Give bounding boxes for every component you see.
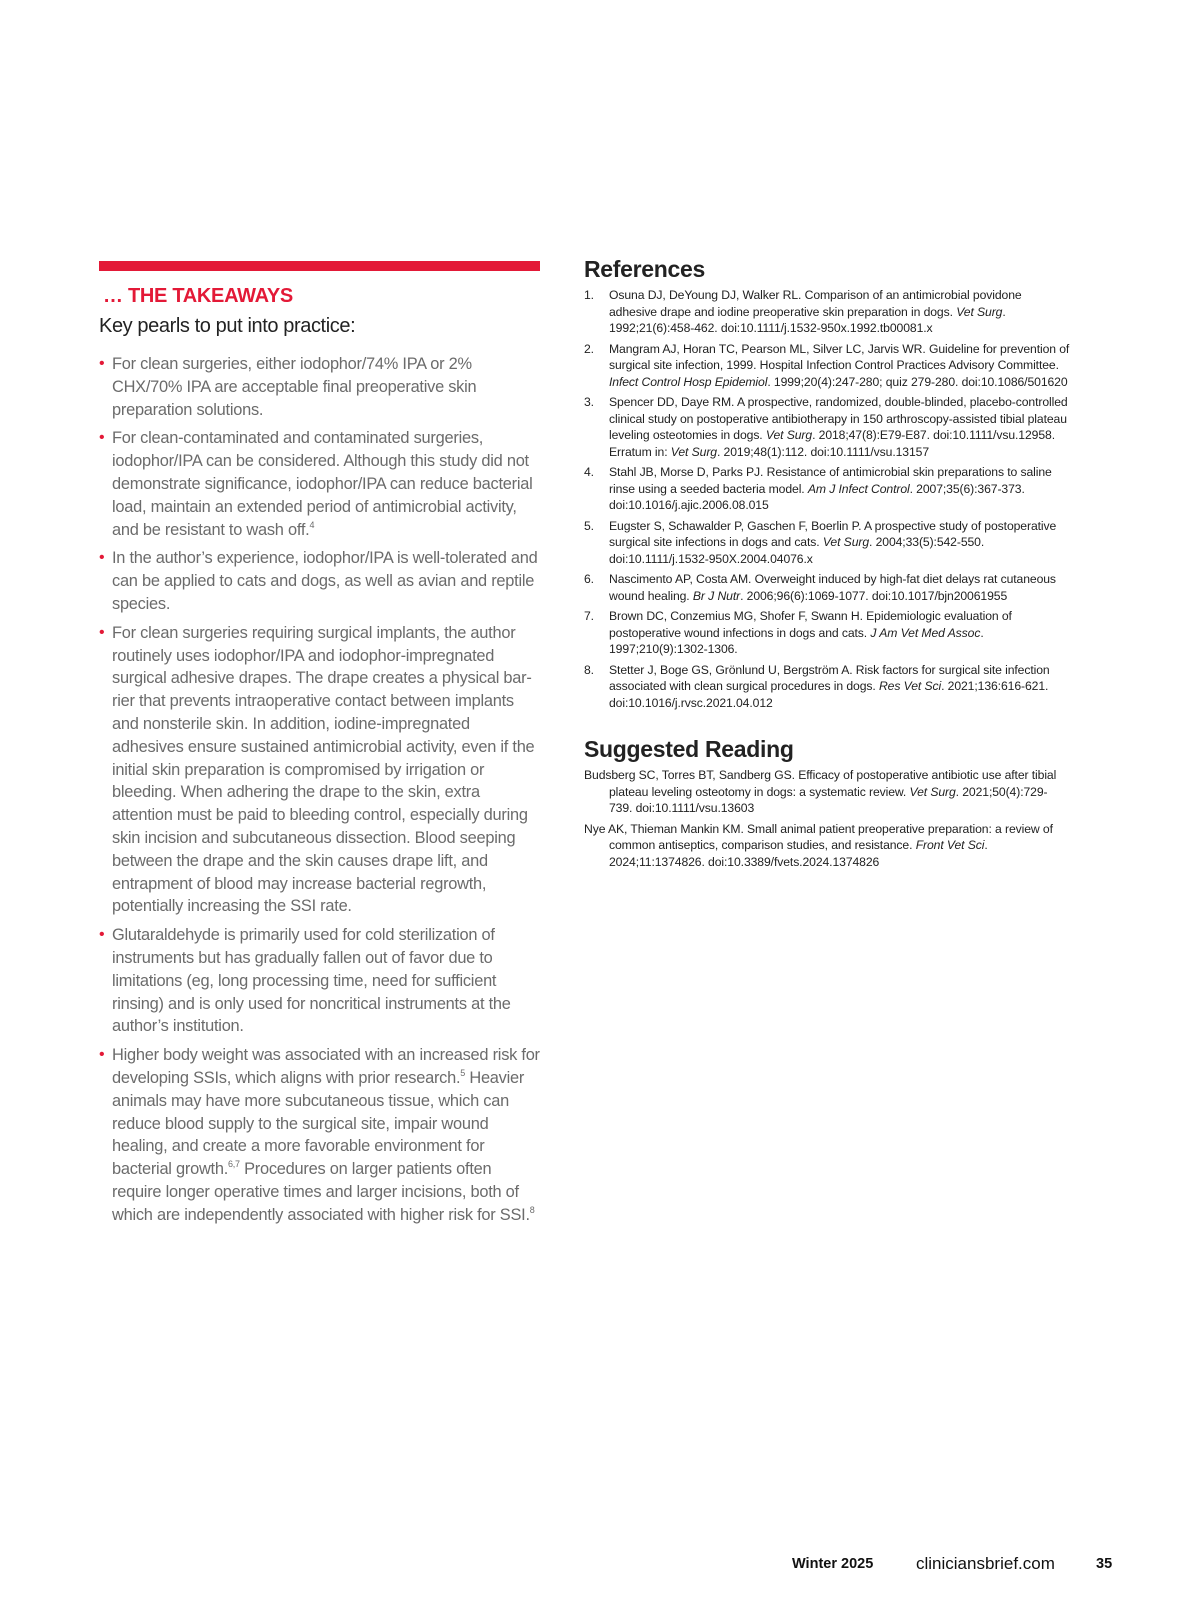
- pearl-text: For clean-contaminated and contaminated surgeries, iodophor/IPA can be considered. Although this study did not demonstrate significance, iodophor/IPA can reduce bacterial load, maintain an extended period of antimicrobial activity, and be resistant to wash off.: [112, 429, 533, 539]
- journal-name: Vet Surg: [956, 304, 1003, 319]
- page-number: 35: [1096, 1556, 1113, 1572]
- suggested-reading-section: [584, 733, 1070, 870]
- site-link[interactable]: cliniciansbrief.com: [916, 1554, 1055, 1573]
- reading-citation: . 2024;11:1374826. doi:10.3389/fvets.2024.1374826: [609, 838, 988, 869]
- reading-citation: . 2021;50(4):729-739. doi:10.1111/vsu.13603: [609, 784, 1048, 815]
- reference-text: Osuna DJ, DeYoung DJ, Walker RL. Comparison of an antimicrobial povidone adhesive drape and iodine preoperative skin preparation in dogs.: [609, 288, 1022, 319]
- reference-citation: . 1999;20(4):247-280; quiz 279-280. doi:10.1086/501620: [767, 374, 1068, 389]
- citation-superscript: 5: [460, 1067, 466, 1078]
- pearl-item: [99, 622, 540, 918]
- journal-name: Front Vet Sci: [915, 838, 985, 852]
- reference-text: Eugster S, Schawalder P, Gaschen F, Boerlin P. A prospective study of postoperative surgical site infections in dogs and cats.: [609, 518, 1057, 549]
- pearl-text: Higher body weight was associated with an increased risk for developing SSIs, which aligns with prior research.: [112, 1046, 540, 1087]
- pearl-text: Procedures on larger patients often require longer operative times and larger incisions, both of which are independently associated with higher risk for SSI.: [112, 1160, 530, 1224]
- reference-text: Stahl JB, Morse D, Parks PJ. Resistance of antimicrobial skin preparations to saline rinse using a seeded bacteria model.: [609, 465, 1052, 496]
- pearl-item: [99, 353, 540, 421]
- reference-item: [584, 662, 1070, 712]
- references-list: [584, 287, 1070, 711]
- citation-superscript: 6,7: [228, 1159, 240, 1170]
- reading-item: [584, 821, 1070, 871]
- reference-citation: . 2021;136:616-621. doi:10.1016/j.rvsc.2021.04.012: [609, 679, 1049, 710]
- reference-number: 2.: [584, 341, 594, 356]
- reference-item: [584, 571, 1070, 604]
- takeaways-box: [99, 261, 540, 1232]
- pearl-item: [99, 547, 540, 615]
- reference-number: 1.: [584, 288, 594, 302]
- pearl-text: For clean surgeries, either iodophor/74% IPA or 2% CHX/70% IPA are acceptable final preoperative skin preparation solutions.: [112, 355, 477, 419]
- journal-name: Vet Surg: [909, 784, 956, 799]
- reference-number: 6.: [584, 572, 594, 586]
- reference-item: [584, 341, 1070, 391]
- pearls-list: [99, 353, 540, 1226]
- reference-number: 8.: [584, 662, 594, 677]
- journal-name: Res Vet Sci: [878, 679, 942, 693]
- bullet-icon: •: [99, 429, 105, 447]
- reference-text: Spencer DD, Daye RM. A prospective, randomized, double-blinded, placebo-controlled clinical study on postoperative antibiotherapy in 150 arthroscopy-assisted tibial plateau leveling osteotomies in dogs.: [609, 395, 1068, 442]
- pearl-text: For clean surgeries requiring surgical implants, the author routinely uses iodophor/IPA and iodophor-impregnated surgical adhesive drapes. The drape creates a physical barrier that prevents intraoperative contact between implants and nonsterile skin. In addition, iodine-impregnated adhesives ensure sustained antimicrobial activity, even if the initial skin preparation is compromised by irrigation or bleeding. When adhering the drape to the skin, extra attention must be paid to bleeding control, especially during skin incision and subcutaneous dissection. Blood seeping between the drape and the skin causes drape lift, and entrapment of blood may increase bacterial regrowth, potentially increasing the SSI rate.: [112, 623, 535, 916]
- reference-citation: . 2018;47(8):E79-E87. doi:10.1111/vsu.12958. Erratum in:: [609, 428, 1055, 459]
- suggested-reading-list: [584, 767, 1070, 870]
- reference-number: 3.: [584, 395, 594, 409]
- reading-text: Budsberg SC, Torres BT, Sandberg GS. Efficacy of postoperative antibiotic use after tibial plateau leveling osteotomy in dogs: a systematic review.: [584, 768, 1057, 799]
- bullet-icon: •: [99, 623, 105, 641]
- journal-name: Infect Control Hosp Epidemiol: [609, 374, 768, 389]
- reference-item: [584, 608, 1070, 658]
- reference-citation: . 2019;48(1):112. doi:10.1111/vsu.13157: [716, 444, 929, 459]
- pearl-text: Heavier animals may have more subcutaneous tissue, which can reduce blood supply to the surgical site, impair wound healing, and create a more favorable environment for bacterial growth.: [112, 1068, 525, 1179]
- journal-name: Am J Infect Control: [807, 481, 910, 496]
- takeaways-title: … THE TAKEAWAYS: [103, 285, 293, 307]
- reading-item: [584, 767, 1070, 817]
- page-footer: [0, 1556, 1200, 1580]
- reference-citation: . 2006;96(6):1069-1077. doi:10.1017/bjn20061955: [740, 588, 1008, 603]
- suggested-reading-heading: Suggested Reading: [584, 736, 794, 762]
- reference-number: 7.: [584, 609, 594, 623]
- journal-name: Br J Nutr: [692, 588, 741, 603]
- journal-name: Vet Surg: [670, 444, 717, 459]
- pearl-text: In the author’s experience, iodophor/IPA is well-tolerated and can be applied to cats and dogs, as well as avian and reptile species.: [112, 549, 538, 613]
- journal-name: Vet Surg: [765, 428, 813, 442]
- bullet-icon: •: [99, 926, 105, 944]
- journal-name: J Am Vet Med Assoc: [870, 625, 981, 640]
- takeaways-subtitle: Key pearls to put into practice:: [99, 315, 356, 337]
- reference-citation: . 1997;210(9):1302-1306.: [609, 625, 984, 656]
- reference-text: Stetter J, Boge GS, Grönlund U, Bergström A. Risk factors for surgical site infection associated with clean surgical procedures in dogs.: [609, 662, 1050, 693]
- reference-item: [584, 394, 1070, 460]
- citation-superscript: 4: [309, 519, 315, 530]
- reference-citation: . 1992;21(6):458-462. doi:10.1111/j.1532-950x.1992.tb00081.x: [609, 304, 1006, 335]
- reading-text: Nye AK, Thieman Mankin KM. Small animal patient preoperative preparation: a review of common antiseptics, comparison studies, and resistance.: [584, 821, 1053, 852]
- reference-item: [584, 287, 1070, 337]
- bullet-icon: •: [99, 1046, 105, 1064]
- pearl-item: [99, 427, 540, 541]
- reference-citation: . 2004;33(5):542-550. doi:10.1111/j.1532-950X.2004.04076.x: [609, 535, 985, 566]
- bullet-icon: •: [99, 355, 105, 372]
- reference-text: Brown DC, Conzemius MG, Shofer F, Swann H. Epidemiologic evaluation of postoperative wound infections in dogs and cats.: [609, 609, 1012, 640]
- references-column: [584, 253, 1070, 874]
- bullet-icon: •: [99, 549, 105, 567]
- reference-item: [584, 464, 1070, 514]
- references-heading: References: [584, 256, 706, 282]
- reference-text: Mangram AJ, Horan TC, Pearson ML, Silver LC, Jarvis WR. Guideline for prevention of surgical site infection, 1999. Hospital Infection Control Practices Advisory Committee.: [609, 341, 1070, 372]
- pearl-text: Glutaraldehyde is primarily used for cold sterilization of instruments but has gradually fallen out of favor due to limitations (eg, long processing time, need for sufficient rinsing) and is only used for noncritical instruments at the author’s institution.: [112, 926, 511, 1036]
- citation-superscript: 8: [529, 1204, 535, 1215]
- pearl-item: [99, 924, 540, 1038]
- issue-label: Winter 2025: [792, 1556, 874, 1572]
- reference-number: 5.: [584, 518, 594, 533]
- reference-text: Nascimento AP, Costa AM. Overweight induced by high-fat diet delays rat cutaneous wound healing.: [609, 572, 1056, 603]
- reference-number: 4.: [584, 465, 594, 479]
- pearl-item: [99, 1044, 540, 1226]
- reference-citation: . 2007;35(6):367-373. doi:10.1016/j.ajic.2006.08.015: [609, 481, 1025, 512]
- red-rule-divider: [99, 261, 540, 271]
- journal-name: Vet Surg: [822, 535, 870, 549]
- reference-item: [584, 518, 1070, 568]
